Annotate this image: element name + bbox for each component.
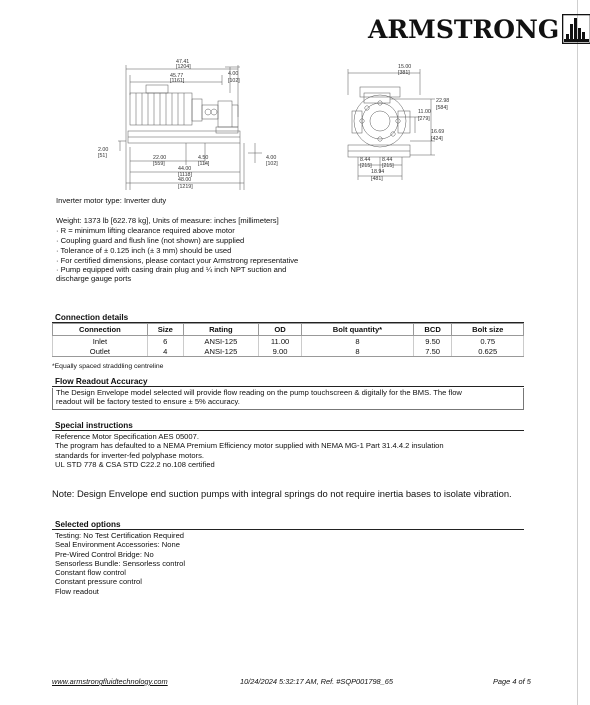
list-item: Sensorless Bundle: Sensorless control: [55, 558, 186, 568]
svg-text:[215]: [215]: [360, 163, 372, 169]
flow-section-body: [52, 388, 524, 410]
svg-text:11.00: 11.00: [418, 109, 431, 115]
column-header: Rating: [183, 324, 258, 336]
svg-text:[1204]: [1204]: [176, 64, 191, 70]
table-cell: 0.75: [452, 336, 524, 347]
options-section-header: [52, 520, 524, 530]
table-cell: 9.50: [413, 336, 452, 347]
paragraph-line: standards for inverter-fed polyphase motors.: [55, 450, 204, 460]
svg-text:16.69: 16.69: [431, 129, 445, 135]
bullet-item: · For certified dimensions, please contact your Armstrong representative: [56, 256, 299, 265]
column-header: Bolt size: [452, 324, 524, 336]
svg-text:22.00: 22.00: [153, 155, 167, 161]
list-item: Flow readout: [55, 586, 99, 596]
svg-text:[1118]: [1118]: [178, 172, 192, 178]
bullet-item: · Coupling guard and flush line (not shown) are supplied: [56, 236, 245, 245]
svg-text:4.00: 4.00: [266, 155, 277, 161]
bullet-item: · Tolerance of ± 0.125 inch (± 3 mm) should be used: [56, 246, 232, 255]
column-header: Size: [147, 324, 183, 336]
table-cell: ANSI-125: [183, 346, 258, 357]
flow-section-header: [52, 377, 524, 387]
table-cell: Inlet: [53, 336, 148, 347]
brand-name: ARMSTRONG: [368, 14, 560, 44]
svg-text:[102]: [102]: [228, 78, 240, 84]
svg-text:48.00: 48.00: [178, 177, 192, 183]
footer-date-ref: 10/24/2024 5:32:17 AM, Ref. #SQP001798_65: [240, 677, 393, 686]
table-cell: 4: [147, 346, 183, 357]
column-header: OD: [259, 324, 302, 336]
svg-text:22.98: 22.98: [436, 98, 450, 104]
list-item: Testing: No Test Certification Required: [55, 531, 185, 540]
svg-text:[559]: [559]: [153, 161, 165, 167]
svg-text:[279]: [279]: [418, 116, 430, 122]
table-footnote: *Equally spaced straddling centreline: [52, 363, 164, 370]
table-row: [53, 346, 524, 357]
paragraph-line: The program has defaulted to a NEMA Premium Efficiency motor supplied with NEMA MG-1 Part 31.4.4.2 insulation: [55, 441, 444, 451]
table-cell: ANSI-125: [183, 336, 258, 347]
paragraph-line: The Design Envelope model selected will provide flow reading on the pump touchscreen & digitally for the BMS. The flow: [56, 388, 462, 397]
front-view-labels: [98, 59, 278, 190]
svg-text:4.50: 4.50: [198, 155, 209, 161]
svg-text:2.00: 2.00: [98, 147, 109, 153]
special-section-header: [52, 421, 524, 431]
list-item: Pre-Wired Control Bridge: No: [55, 549, 154, 559]
table-cell: Outlet: [53, 346, 148, 357]
table-cell: 7.50: [413, 346, 452, 357]
special-section-body: [52, 432, 524, 469]
section-title: Selected options: [55, 520, 121, 529]
svg-text:[102]: [102]: [266, 161, 278, 167]
list-item: Seal Environment Accessories: None: [55, 540, 180, 550]
footer-url-link[interactable]: www.armstrongfluidtechnology.com: [52, 677, 168, 686]
svg-text:8.44: 8.44: [360, 157, 371, 163]
svg-text:[424]: [424]: [431, 136, 443, 142]
connection-table: [52, 323, 524, 357]
svg-text:[481]: [481]: [371, 176, 383, 182]
list-item: Constant pressure control: [55, 577, 142, 587]
page-edge: [577, 0, 578, 705]
svg-text:[584]: [584]: [436, 105, 448, 111]
section-title: Flow Readout Accuracy: [55, 377, 148, 386]
table-cell: 0.625: [452, 346, 524, 357]
svg-text:[1219]: [1219]: [178, 184, 193, 190]
table-cell: 11.00: [259, 336, 302, 347]
dimension-drawing: [90, 55, 510, 195]
bullet-item: · R = minimum lifting clearance required above motor: [56, 226, 235, 235]
column-header: BCD: [413, 324, 452, 336]
table-cell: 8: [302, 346, 414, 357]
bullet-item: · Pump equipped with casing drain plug and ¼ inch NPT suction and: [56, 265, 287, 274]
section-title: Special instructions: [55, 421, 133, 430]
svg-text:47.41: 47.41: [176, 59, 190, 65]
paragraph-line: UL STD 778 & CSA STD C22.2 no.108 certified: [55, 459, 215, 469]
connection-section-header: [52, 313, 524, 323]
svg-text:4.00: 4.00: [228, 71, 239, 77]
table-header-row: [53, 324, 524, 336]
paragraph-line: Reference Motor Specification AES 05007.: [55, 432, 199, 441]
list-item: Constant flow control: [55, 568, 126, 578]
svg-text:[114]: [114]: [198, 161, 210, 167]
table-row: [53, 336, 524, 347]
weight-line: Weight: 1373 lb [622.78 kg], Units of measure: inches [millimeters]: [56, 216, 279, 225]
column-header: Connection: [53, 324, 148, 336]
column-header: Bolt quantity*: [302, 324, 414, 336]
svg-text:[51]: [51]: [98, 153, 107, 159]
svg-text:18.94: 18.94: [371, 169, 385, 175]
svg-text:8.44: 8.44: [382, 157, 393, 163]
table-cell: 6: [147, 336, 183, 347]
side-view-labels: [360, 64, 449, 182]
paragraph-line: readout will be factory tested to ensure ± 5% accuracy.: [56, 397, 240, 407]
section-title: Connection details: [55, 313, 129, 322]
svg-text:45.77: 45.77: [170, 73, 184, 79]
inertia-note: Note: Design Envelope end suction pumps with integral springs do not require inertia bases to isolate vibration.: [52, 488, 512, 499]
svg-text:44.00: 44.00: [178, 166, 192, 172]
table-cell: 8: [302, 336, 414, 347]
motor-type: Inverter motor type: Inverter duty: [56, 196, 167, 205]
svg-text:[381]: [381]: [398, 70, 410, 76]
bullet-item: discharge gauge ports: [56, 274, 132, 283]
svg-text:[1161]: [1161]: [170, 78, 185, 84]
brand-logo: [368, 14, 590, 44]
options-list: [52, 531, 524, 596]
svg-text:15.00: 15.00: [398, 64, 412, 70]
svg-text:[215]: [215]: [382, 163, 394, 169]
table-cell: 9.00: [259, 346, 302, 357]
factory-logo-icon: [562, 14, 590, 44]
footer-page-number: Page 4 of 5: [493, 677, 531, 686]
